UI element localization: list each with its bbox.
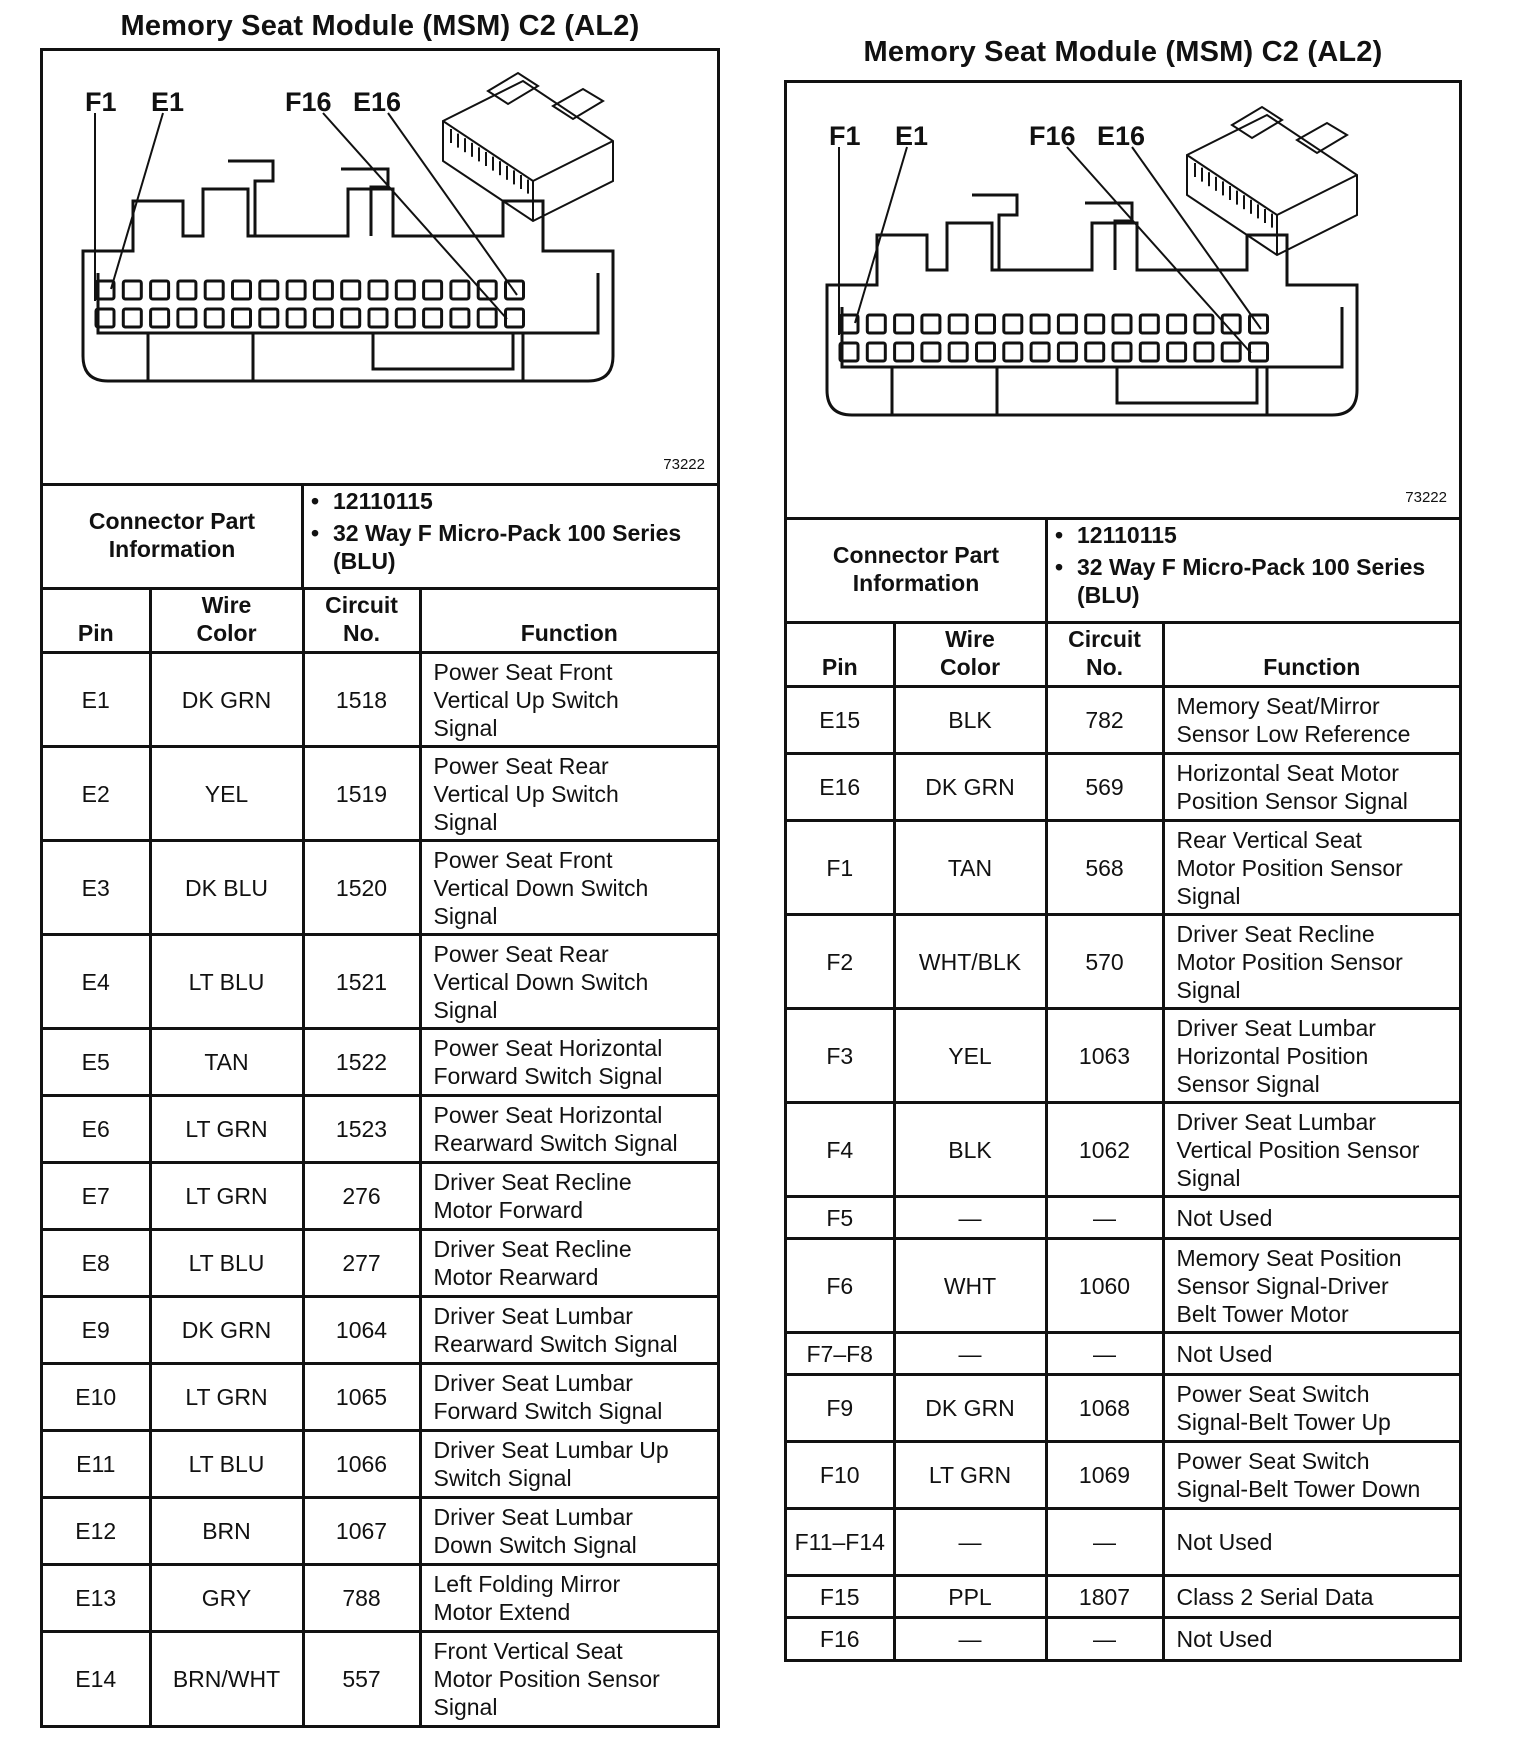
pin-cell: E14: [43, 1632, 150, 1726]
function-cell: Rear Vertical Seat Motor Position Sensor Signal: [1163, 821, 1459, 915]
pin-cavity: [314, 281, 332, 299]
function-cell: Left Folding Mirror Motor Extend: [420, 1565, 717, 1632]
pin-cell: F6: [787, 1239, 894, 1333]
wire-color-cell: DK GRN: [894, 1375, 1046, 1442]
pin-cell: E3: [43, 841, 150, 935]
connector-body: [83, 113, 613, 381]
function-cell: Power Seat Front Vertical Up Switch Signal: [420, 653, 717, 747]
circuit-cell: —: [1046, 1333, 1163, 1375]
table-row: [787, 1239, 1459, 1333]
circuit-cell: 557: [303, 1632, 420, 1726]
pin-cavity: [205, 281, 223, 299]
pin-cavity: [1113, 343, 1131, 361]
pin-cavity: [178, 309, 196, 327]
pin-cavity: [922, 315, 940, 333]
header-function: Function: [1163, 623, 1459, 687]
table-row: [787, 1375, 1459, 1442]
function-cell: Driver Seat Recline Motor Rearward: [420, 1230, 717, 1297]
pin-cavity: [451, 309, 469, 327]
wire-color-cell: DK GRN: [150, 1297, 303, 1364]
pin-cell: F16: [787, 1618, 894, 1660]
circuit-cell: 276: [303, 1163, 420, 1230]
pin-cavity: [287, 281, 305, 299]
pin-cell: E12: [43, 1498, 150, 1565]
pin-cavity: [867, 343, 885, 361]
pin-cell: E6: [43, 1096, 150, 1163]
connector-part-label: Connector Part Information: [787, 517, 1048, 621]
pin-cell: E13: [43, 1565, 150, 1632]
connector-iso-icon: [443, 73, 613, 221]
pin-cavity: [1140, 343, 1158, 361]
function-cell: Memory Seat Position Sensor Signal-Driver Belt Tower Motor: [1163, 1239, 1459, 1333]
circuit-cell: 788: [303, 1565, 420, 1632]
pin-cavity: [396, 309, 414, 327]
circuit-cell: 1067: [303, 1498, 420, 1565]
connector-face-drawing: [43, 51, 717, 480]
circuit-cell: 1521: [303, 935, 420, 1029]
pin-cavity: [314, 309, 332, 327]
pin-cavity: [1195, 315, 1213, 333]
part-number: • 12110115: [305, 487, 705, 515]
pin-cell: E8: [43, 1230, 150, 1297]
pin-cavity: [1058, 315, 1076, 333]
connector-part-list: [305, 487, 705, 575]
wire-color-cell: LT GRN: [894, 1442, 1046, 1509]
pin-cavity: [369, 281, 387, 299]
wire-color-cell: LT BLU: [150, 1431, 303, 1498]
circuit-cell: 1518: [303, 653, 420, 747]
table-row: [43, 1565, 717, 1632]
pin-cavity: [260, 281, 278, 299]
circuit-cell: 1062: [1046, 1103, 1163, 1197]
function-cell: Power Seat Switch Signal-Belt Tower Down: [1163, 1442, 1459, 1509]
part-description: • 32 Way F Micro-Pack 100 Series (BLU): [305, 519, 705, 575]
pin-cavity: [1058, 343, 1076, 361]
circuit-cell: 570: [1046, 915, 1163, 1009]
table-row: [43, 747, 717, 841]
pin-cavity: [369, 309, 387, 327]
pin-label: E1: [151, 87, 185, 117]
wire-color-cell: BRN/WHT: [150, 1632, 303, 1726]
pin-cavity: [1168, 315, 1186, 333]
pin-cavity: [922, 343, 940, 361]
function-cell: Memory Seat/Mirror Sensor Low Reference: [1163, 687, 1459, 754]
connector-part-information: [787, 517, 1459, 624]
function-cell: Not Used: [1163, 1333, 1459, 1375]
circuit-cell: —: [1046, 1509, 1163, 1576]
connector-sheet: [40, 48, 720, 1728]
function-cell: Driver Seat Recline Motor Position Sensor Signal: [1163, 915, 1459, 1009]
page-title: Memory Seat Module (MSM) C2 (AL2): [863, 36, 1383, 68]
table-row: [787, 1509, 1459, 1576]
pin-cavity: [1086, 343, 1104, 361]
pin-cavity: [1250, 343, 1268, 361]
function-cell: Power Seat Switch Signal-Belt Tower Up: [1163, 1375, 1459, 1442]
table-row: [787, 915, 1459, 1009]
pin-label: F1: [85, 87, 117, 117]
wire-color-cell: WHT: [894, 1239, 1046, 1333]
wire-color-cell: LT BLU: [150, 1230, 303, 1297]
table-row: [787, 821, 1459, 915]
function-cell: Driver Seat Lumbar Forward Switch Signal: [420, 1364, 717, 1431]
connector-sheet: [784, 80, 1462, 1662]
wire-color-cell: DK GRN: [150, 653, 303, 747]
pin-cavity: [424, 281, 442, 299]
pin-cavity: [287, 309, 305, 327]
wire-color-cell: DK GRN: [894, 754, 1046, 821]
pin-cavity: [151, 309, 169, 327]
wire-color-cell: BLK: [894, 687, 1046, 754]
pin-cavity: [1222, 343, 1240, 361]
function-cell: Not Used: [1163, 1618, 1459, 1660]
pin-label: E16: [1097, 121, 1146, 151]
wire-color-cell: BRN: [150, 1498, 303, 1565]
wire-color-cell: YEL: [150, 747, 303, 841]
table-row: [43, 653, 717, 747]
pin-cavity: [1113, 315, 1131, 333]
page-title: Memory Seat Module (MSM) C2 (AL2): [120, 10, 640, 42]
table-row: [787, 687, 1459, 754]
pin-cavity: [1140, 315, 1158, 333]
function-cell: Driver Seat Lumbar Down Switch Signal: [420, 1498, 717, 1565]
wire-color-cell: LT GRN: [150, 1096, 303, 1163]
pin-cell: E7: [43, 1163, 150, 1230]
pin-cell: F10: [787, 1442, 894, 1509]
wire-color-cell: —: [894, 1197, 1046, 1239]
header-wire-color: Wire Color: [894, 623, 1046, 687]
pin-label: F16: [285, 87, 332, 117]
pin-cell: E16: [787, 754, 894, 821]
table-row: [43, 1096, 717, 1163]
pin-cavity: [342, 281, 360, 299]
table-row: [43, 1163, 717, 1230]
pin-cell: E11: [43, 1431, 150, 1498]
table-row: [787, 1197, 1459, 1239]
connector-face-drawing: [787, 83, 1459, 514]
right-panel: [784, 0, 1462, 1752]
pin-cavity: [1086, 315, 1104, 333]
circuit-cell: 1068: [1046, 1375, 1163, 1442]
table-row: [787, 1618, 1459, 1660]
leader-line: [1132, 147, 1261, 329]
pin-cavity: [977, 315, 995, 333]
pin-cell: F9: [787, 1375, 894, 1442]
pin-label: F16: [1029, 121, 1076, 151]
pin-cavity: [949, 315, 967, 333]
circuit-cell: 277: [303, 1230, 420, 1297]
connector-diagram: [787, 83, 1459, 520]
connector-iso-icon: [1187, 107, 1357, 255]
table-row: [43, 1364, 717, 1431]
pin-cell: F1: [787, 821, 894, 915]
header-function: Function: [420, 589, 717, 653]
pin-cell: F5: [787, 1197, 894, 1239]
wire-color-cell: YEL: [894, 1009, 1046, 1103]
pin-cavity: [123, 309, 141, 327]
function-cell: Power Seat Rear Vertical Down Switch Signal: [420, 935, 717, 1029]
pin-cavity: [1004, 343, 1022, 361]
figure-number: 73222: [1405, 489, 1447, 506]
function-cell: Power Seat Front Vertical Down Switch Signal: [420, 841, 717, 935]
wire-color-cell: —: [894, 1333, 1046, 1375]
pin-cell: E1: [43, 653, 150, 747]
circuit-cell: 1063: [1046, 1009, 1163, 1103]
wire-color-cell: —: [894, 1509, 1046, 1576]
wire-color-cell: PPL: [894, 1576, 1046, 1618]
pin-cavity: [233, 309, 251, 327]
pin-cavity: [260, 309, 278, 327]
circuit-cell: 1064: [303, 1297, 420, 1364]
pin-cell: E4: [43, 935, 150, 1029]
table-row: [787, 1442, 1459, 1509]
pin-cavity: [895, 315, 913, 333]
pin-cell: F4: [787, 1103, 894, 1197]
pin-cavity: [205, 309, 223, 327]
pin-cavity: [1031, 343, 1049, 361]
leader-line: [388, 113, 517, 295]
wire-color-cell: TAN: [894, 821, 1046, 915]
pin-cell: F11–F14: [787, 1509, 894, 1576]
table-row: [787, 1103, 1459, 1197]
table-row: [787, 1333, 1459, 1375]
function-cell: Not Used: [1163, 1509, 1459, 1576]
pin-cell: E15: [787, 687, 894, 754]
connector-body: [827, 147, 1357, 415]
pin-cell: E10: [43, 1364, 150, 1431]
circuit-cell: 782: [1046, 687, 1163, 754]
function-cell: Driver Seat Lumbar Horizontal Position Sensor Signal: [1163, 1009, 1459, 1103]
table-row: [43, 1029, 717, 1096]
pin-cavity: [178, 281, 196, 299]
wire-color-cell: TAN: [150, 1029, 303, 1096]
circuit-cell: 1069: [1046, 1442, 1163, 1509]
header-circuit: Circuit No.: [1046, 623, 1163, 687]
wire-color-cell: WHT/BLK: [894, 915, 1046, 1009]
function-cell: Power Seat Horizontal Rearward Switch Signal: [420, 1096, 717, 1163]
circuit-cell: 569: [1046, 754, 1163, 821]
circuit-cell: —: [1046, 1197, 1163, 1239]
table-row: [787, 754, 1459, 821]
table-row: [43, 1431, 717, 1498]
wire-color-cell: BLK: [894, 1103, 1046, 1197]
pin-cavity: [1004, 315, 1022, 333]
figure-number: 73222: [663, 456, 705, 473]
lower-slots: [148, 333, 523, 381]
pin-cavity: [895, 343, 913, 361]
pin-cell: E9: [43, 1297, 150, 1364]
wire-color-cell: LT GRN: [150, 1163, 303, 1230]
connector-diagram: [43, 51, 717, 486]
function-cell: Power Seat Horizontal Forward Switch Signal: [420, 1029, 717, 1096]
pin-cell: F3: [787, 1009, 894, 1103]
pin-cavity: [396, 281, 414, 299]
pin-label: F1: [829, 121, 861, 151]
connector-part-label: Connector Part Information: [43, 483, 304, 587]
circuit-cell: 1522: [303, 1029, 420, 1096]
pinout-rows: [787, 687, 1459, 1660]
header-wire-color: Wire Color: [150, 589, 303, 653]
pin-cavity: [1195, 343, 1213, 361]
function-cell: Front Vertical Seat Motor Position Sensor Signal: [420, 1632, 717, 1726]
circuit-cell: —: [1046, 1618, 1163, 1660]
function-cell: Power Seat Rear Vertical Up Switch Signal: [420, 747, 717, 841]
lower-slots: [892, 367, 1267, 415]
pin-cell: E5: [43, 1029, 150, 1096]
circuit-cell: 1060: [1046, 1239, 1163, 1333]
pin-cavity: [424, 309, 442, 327]
pin-cavity: [977, 343, 995, 361]
table-row: [787, 1009, 1459, 1103]
wire-color-cell: GRY: [150, 1565, 303, 1632]
function-cell: Class 2 Serial Data: [1163, 1576, 1459, 1618]
header-pin: Pin: [787, 623, 894, 687]
pin-cavity: [233, 281, 251, 299]
pin-cavity: [478, 309, 496, 327]
pin-cavity: [123, 281, 141, 299]
wire-color-cell: LT BLU: [150, 935, 303, 1029]
function-cell: Not Used: [1163, 1197, 1459, 1239]
pinout-table: [787, 621, 1459, 1660]
pin-cell: E2: [43, 747, 150, 841]
pin-cavity: [1168, 343, 1186, 361]
pin-label: E1: [895, 121, 929, 151]
part-description: • 32 Way F Micro-Pack 100 Series (BLU): [1049, 553, 1449, 609]
table-row: [43, 1297, 717, 1364]
circuit-cell: 1066: [303, 1431, 420, 1498]
function-cell: Horizontal Seat Motor Position Sensor Signal: [1163, 754, 1459, 821]
connector-part-list: [1049, 521, 1449, 609]
header-circuit: Circuit No.: [303, 589, 420, 653]
circuit-cell: 1523: [303, 1096, 420, 1163]
latch-tab: [972, 195, 1017, 270]
pin-cell: F15: [787, 1576, 894, 1618]
left-panel: [40, 0, 720, 1752]
pin-cell: F7–F8: [787, 1333, 894, 1375]
table-row: [43, 841, 717, 935]
wire-color-cell: DK BLU: [150, 841, 303, 935]
connector-part-information: [43, 483, 717, 590]
pin-cavity: [506, 309, 524, 327]
table-row: [43, 1230, 717, 1297]
circuit-cell: 568: [1046, 821, 1163, 915]
circuit-cell: 1520: [303, 841, 420, 935]
wire-color-cell: —: [894, 1618, 1046, 1660]
table-row: [787, 1576, 1459, 1618]
pin-cavity: [867, 315, 885, 333]
circuit-cell: 1807: [1046, 1576, 1163, 1618]
circuit-cell: 1065: [303, 1364, 420, 1431]
pin-cavity: [151, 281, 169, 299]
function-cell: Driver Seat Lumbar Vertical Position Sensor Signal: [1163, 1103, 1459, 1197]
pin-cavity: [342, 309, 360, 327]
circuit-cell: 1519: [303, 747, 420, 841]
function-cell: Driver Seat Lumbar Rearward Switch Signal: [420, 1297, 717, 1364]
latch-tab: [228, 161, 273, 236]
table-row: [43, 1632, 717, 1726]
pin-label: E16: [353, 87, 402, 117]
part-number: • 12110115: [1049, 521, 1449, 549]
pin-cavity: [451, 281, 469, 299]
function-cell: Driver Seat Lumbar Up Switch Signal: [420, 1431, 717, 1498]
pinout-table: [43, 587, 717, 1726]
pin-cavity: [1031, 315, 1049, 333]
table-row: [43, 1498, 717, 1565]
table-row: [43, 935, 717, 1029]
pin-cavity: [949, 343, 967, 361]
header-pin: Pin: [43, 589, 150, 653]
wire-color-cell: LT GRN: [150, 1364, 303, 1431]
pinout-rows: [43, 653, 717, 1726]
pin-cell: F2: [787, 915, 894, 1009]
function-cell: Driver Seat Recline Motor Forward: [420, 1163, 717, 1230]
